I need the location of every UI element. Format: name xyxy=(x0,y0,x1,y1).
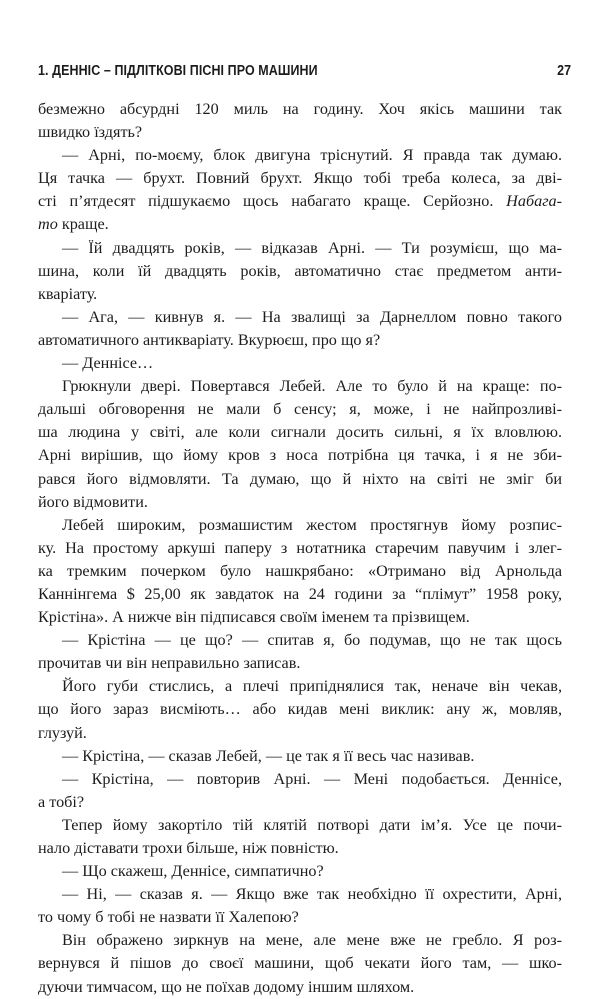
text-line: Лебей широким, розмашистим жестом простягнув йому розпис- xyxy=(62,515,562,534)
text-line: швидко їздять? xyxy=(38,123,143,142)
text-line: — Що скажеш, Деннісе, симпатично? xyxy=(62,862,324,881)
text-line: дуючи тимчасом, що не поїхав додому іншим шляхом. xyxy=(38,977,415,996)
text-line: ку. На простому аркуші паперу з нотатника старечим павучим і злег- xyxy=(38,538,562,557)
text-line: прочитав чи він неправильно записав. xyxy=(38,654,301,673)
text-line: — Їй двадцять років, — відказав Арні. — Ти розумієш, що ма- xyxy=(62,238,562,257)
text-line: Він ображено зиркнув на мене, але мене вже не гребло. Я роз- xyxy=(62,931,562,950)
text-line: Грюкнули двері. Повертався Лебей. Але то було й на краще: по- xyxy=(62,377,562,396)
page-number: 27 xyxy=(557,63,572,79)
text-line: вернувся й пішов до своєї машини, щоб чекати його там, — шко- xyxy=(38,954,562,973)
text-line: ша людина у світі, але коли сигнали досить сильні, я їх вловлюю. xyxy=(38,423,562,442)
chapter-title: 1. ДЕННІС – ПІДЛІТКОВІ ПІСНІ ПРО МАШИНИ xyxy=(38,63,318,79)
text-line: то чому б тобі не назвати її Халепою? xyxy=(38,908,299,927)
text-line: нало діставати трохи більше, ніж повністю. xyxy=(38,839,339,857)
text-line: Тепер йому закортіло тій клятій потворі дати ім’я. Усе це почи- xyxy=(62,815,562,834)
text-line: Крістіна». А нижче він підписався своїм іменем та прізвищем. xyxy=(38,608,470,627)
text-line: автоматичного антикваріату. Вкурюєш, про що я? xyxy=(38,330,381,349)
text-line: ка тремким почерком було нашкрябано: «Отримано від Арнольда xyxy=(38,561,562,580)
text-line: — Ні, — сказав я. — Якщо вже так необхідно її охрестити, Арні, xyxy=(62,885,562,904)
text-line: безмежно абсурдні 120 миль на годину. Хоч якісь машини так xyxy=(38,100,562,118)
text-line: сті п’ятдесят підшукаємо щось набагато краще. Серйозно. Набага- xyxy=(38,192,562,211)
text-line: Його губи стислись, а плечі припіднялися так, неначе він чекав, xyxy=(62,677,562,696)
text-line: кваріату. xyxy=(38,284,98,303)
text-line: — Крістіна — це що? — спитав я, бо подумав, що не так щось xyxy=(62,631,562,650)
text-line: — Деннісе… xyxy=(62,354,154,373)
text-line: його відмовити. xyxy=(38,492,148,511)
text-line: Арні вирішив, що йому кров з носа потрібна ця тачка, і я не зби- xyxy=(38,446,562,465)
text-line: Ця тачка — брухт. Повний брухт. Якщо тобі треба колеса, за дві- xyxy=(38,169,562,188)
text-line: глузуй. xyxy=(38,723,87,742)
running-header xyxy=(38,63,571,83)
text-line: — Крістіна, — повторив Арні. — Мені подобається. Деннісе, xyxy=(62,769,562,788)
text-line: дальші обговорення не мали б сенсу; я, може, і не найпрозливі- xyxy=(38,400,562,419)
text-line: рався його відмовляти. Та думаю, що й ніхто на світі не зміг би xyxy=(38,469,562,488)
text-line: — Крістіна, — сказав Лебей, — це так я її весь час називав. xyxy=(62,746,475,765)
text-line: а тобі? xyxy=(38,792,85,811)
text-line: Каннінгема $ 25,00 як завдаток на 24 години за “плімут” 1958 року, xyxy=(38,584,562,603)
text-line: — Ага, — кивнув я. — На звалищі за Дарнеллом повно такого xyxy=(62,307,562,326)
body-text xyxy=(38,98,562,999)
text-line: то краще. xyxy=(38,215,109,234)
text-line: шина, коли їй двадцять років, автоматично стає предметом анти- xyxy=(38,261,562,280)
text-line: — Арні, по-моєму, блок двигуна тріснутий. Я правда так думаю. xyxy=(62,146,562,165)
text-line: що його зараз висміють… або кидав мені виклик: ану ж, мовляв, xyxy=(38,700,562,719)
